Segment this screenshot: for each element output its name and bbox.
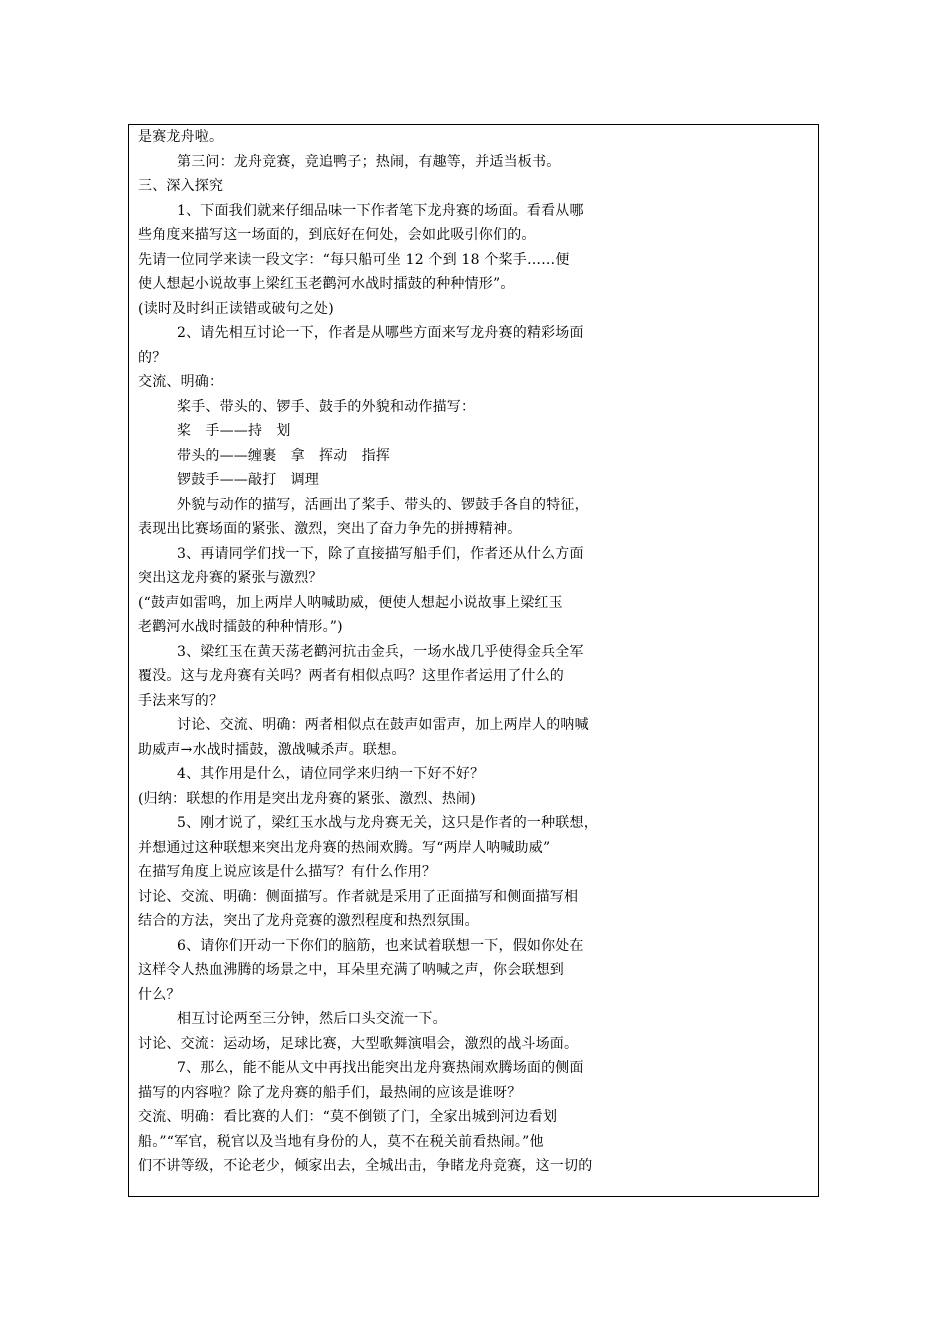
text-line: 第三问：龙舟竞赛，竞追鸭子；热闹，有趣等，并适当板书。 (177, 153, 561, 170)
text-line: 在描写角度上说应该是什么描写？有什么作用？ (138, 864, 437, 880)
text-line: 手法来写的？ (138, 692, 224, 709)
text-line: 这样令人热血沸腾的场景之中，耳朵里充满了呐喊之声，你会联想到 (138, 962, 564, 978)
text-line: 锣鼓手——敲打 调理 (177, 472, 319, 488)
text-line: 6、请你们开动一下你们的脑筋，也来试着联想一下，假如你处在 (177, 937, 584, 954)
lesson-plan-cell (138, 125, 813, 1179)
text-line: 老鹳河水战时擂鼓的种种情形。”) (138, 619, 343, 635)
text-line: 3、梁红玉在黄天荡老鹳河抗击金兵，一场水战几乎使得金兵全军 (177, 643, 584, 660)
text-line: 4、其作用是什么，请位同学来归纳一下好不好？ (177, 766, 485, 782)
text-line: (归纳：联想的作用是突出龙舟赛的紧张、激烈、热闹) (138, 790, 476, 807)
text-line: 些角度来描写这一场面的，到底好在何处，会如此吸引你们的。 (138, 227, 536, 243)
text-line: 三、深入探究 (138, 178, 224, 194)
text-line: 表现出比赛场面的紧张、激烈，突出了奋力争先的拼搏精神。 (138, 521, 522, 537)
lesson-plan-table (128, 124, 819, 1197)
text-line: (“鼓声如雷鸣，加上两岸人呐喊助威，便使人想起小说故事上梁红玉 (138, 594, 563, 611)
text-line: 5、刚才说了，梁红玉水战与龙舟赛无关，这只是作者的一种联想， (177, 815, 598, 831)
text-line: 相互讨论两至三分钟，然后口头交流一下。 (177, 1011, 447, 1027)
text-line: 覆没。这与龙舟赛有关吗？两者有相似点吗？这里作者运用了什么的 (138, 668, 564, 684)
text-line: 突出这龙舟赛的紧张与激烈？ (138, 570, 323, 586)
text-line: 并想通过这种联想来突出龙舟赛的热闹欢腾。写“两岸人呐喊助威” (138, 839, 551, 856)
text-line: 们不讲等级，不论老少，倾家出去，全城出击，争睹龙舟竞赛，这一切的 (138, 1158, 593, 1174)
text-line: 带头的——缠裹 拿 挥动 指挥 (177, 447, 390, 464)
text-line: 船。”“军官，税官以及当地有身份的人，莫不在税关前看热闹。”他 (138, 1133, 544, 1150)
text-line: 3、再请同学们找一下，除了直接描写船手们，作者还从什么方面 (177, 545, 584, 562)
text-line: 结合的方法，突出了龙舟竞赛的激烈程度和热烈氛围。 (138, 913, 479, 929)
text-line: 的？ (138, 349, 167, 366)
text-line: 桨 手——持 划 (177, 423, 291, 439)
text-line: 桨手、带头的、锣手、鼓手的外貌和动作描写： (177, 398, 476, 415)
text-line: 助威声→水战时擂鼓，激战喊杀声。联想。 (138, 741, 406, 758)
text-line: 是赛龙舟啦。 (138, 129, 224, 145)
text-line: 外貌与动作的描写，活画出了桨手、带头的、锣鼓手各自的特征， (177, 496, 589, 513)
text-line: 2、请先相互讨论一下，作者是从哪些方面来写龙舟赛的精彩场面 (177, 325, 584, 341)
text-line: 1、下面我们就来仔细品味一下作者笔下龙舟赛的场面。看看从哪 (177, 202, 584, 219)
text-line: 交流、明确：看比赛的人们：“莫不倒锁了门，全家出城到河边看划 (138, 1109, 558, 1125)
text-line: 使人想起小说故事上梁红玉老鹳河水战时擂鼓的种种情形”。 (138, 276, 515, 292)
text-line: 7、那么，能不能从文中再找出能突出龙舟赛热闹欢腾场面的侧面 (177, 1060, 584, 1076)
text-line: 讨论、交流、明确：侧面描写。作者就是采用了正面描写和侧面描写相 (138, 888, 579, 905)
text-line: 先请一位同学来读一段文字：“每只船可坐 12 个到 18 个桨手……便 (138, 251, 570, 268)
text-line: 交流、明确： (138, 374, 224, 390)
text-line: 什么？ (138, 986, 181, 1003)
text-line: 描写的内容啦？除了龙舟赛的船手们，最热闹的应该是谁呀？ (138, 1084, 522, 1101)
text-line: 讨论、交流：运动场，足球比赛，大型歌舞演唱会，激烈的战斗场面。 (138, 1035, 579, 1052)
text-line: 讨论、交流、明确：两者相似点在鼓声如雷声，加上两岸人的呐喊 (177, 717, 589, 733)
text-line: (读时及时纠正读错或破句之处) (138, 300, 334, 317)
